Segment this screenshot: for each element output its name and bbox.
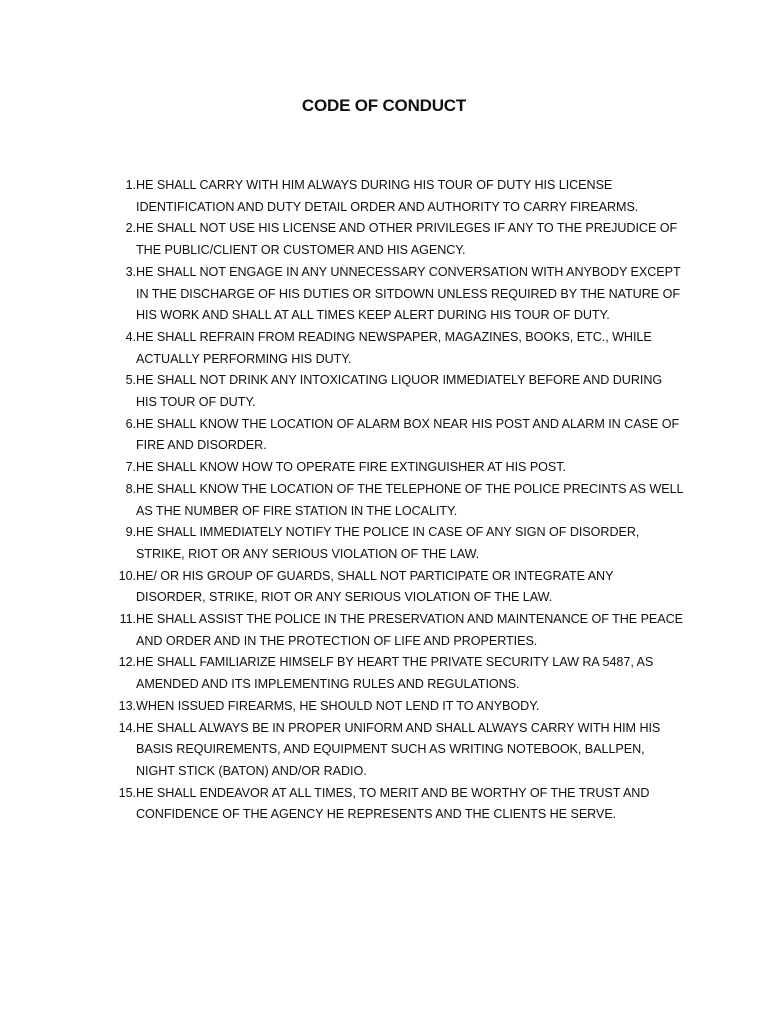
item-number: 14. (118, 720, 136, 735)
list-item (109, 522, 685, 565)
item-text: HE SHALL CARRY WITH HIM ALWAYS DURING HIS TOUR OF DUTY HIS LICENSE IDENTIFICATION AND DUTY DETAIL ORDER AND AUTHORITY TO CARRY FIREARMS. (136, 178, 639, 214)
list-item (109, 262, 685, 327)
list-item (109, 414, 685, 457)
item-number: 4. (125, 329, 136, 344)
item-text: HE SHALL IMMEDIATELY NOTIFY THE POLICE IN CASE OF ANY SIGN OF DISORDER, STRIKE, RIOT OR ANY SERIOUS VIOLATION OF THE LAW. (136, 525, 640, 561)
item-number: 7. (125, 460, 136, 475)
item-number: 3. (125, 264, 136, 279)
item-number: 13. (118, 698, 136, 713)
item-text: HE SHALL NOT ENGAGE IN ANY UNNECESSARY CONVERSATION WITH ANYBODY EXCEPT IN THE DISCHARGE OF HIS DUTIES OR SITDOWN UNLESS REQUIRED BY THE NATURE OF HIS WORK AND SHALL AT ALL TIMES KEEP ALERT DURING HIS TOUR OF DUTY. (136, 264, 681, 323)
list-item (109, 696, 685, 718)
item-number: 9. (125, 525, 136, 540)
item-number: 15. (118, 785, 136, 800)
list-item (109, 370, 685, 413)
item-number: 1. (125, 178, 136, 192)
item-text: HE SHALL ENDEAVOR AT ALL TIMES, TO MERIT AND BE WORTHY OF THE TRUST AND CONFIDENCE OF THE AGENCY HE REPRESENTS AND THE CLIENTS HE SERVE. (136, 785, 650, 822)
list-item (109, 609, 685, 652)
item-text: HE/ OR HIS GROUP OF GUARDS, SHALL NOT PARTICIPATE OR INTEGRATE ANY DISORDER, STRIKE, RIOT OR ANY SERIOUS VIOLATION OF THE LAW. (136, 568, 614, 605)
item-text: HE SHALL NOT DRINK ANY INTOXICATING LIQUOR IMMEDIATELY BEFORE AND DURING HIS TOUR OF DUTY. (136, 373, 663, 410)
item-text: HE SHALL KNOW THE LOCATION OF ALARM BOX NEAR HIS POST AND ALARM IN CASE OF FIRE AND DISORDER. (136, 416, 680, 453)
item-text: HE SHALL KNOW THE LOCATION OF THE TELEPHONE OF THE POLICE PRECINTS AS WELL AS THE NUMBER OF FIRE STATION IN THE LOCALITY. (136, 481, 684, 518)
item-number: 6. (125, 416, 136, 431)
list-item (109, 718, 685, 783)
list-item (109, 218, 685, 261)
document-title: CODE OF CONDUCT (301, 96, 467, 115)
item-text: WHEN ISSUED FIREARMS, HE SHOULD NOT LEND IT TO ANYBODY. (136, 698, 540, 713)
item-number: 10. (118, 568, 136, 583)
list-item (109, 783, 685, 826)
item-text: HE SHALL ALWAYS BE IN PROPER UNIFORM AND SHALL ALWAYS CARRY WITH HIM HIS BASIS REQUIREMENTS, AND EQUIPMENT SUCH AS WRITING NOTEBOOK, BALLPEN, NIGHT STICK (BATON) AND/OR RADIO. (136, 720, 661, 778)
list-item (109, 479, 685, 522)
item-number: 12. (118, 655, 136, 670)
list-item (109, 175, 685, 218)
code-of-conduct-list (109, 175, 685, 826)
item-number: 5. (125, 373, 136, 388)
list-item (109, 457, 685, 479)
list-item (109, 566, 685, 609)
item-number: 2. (125, 221, 136, 236)
list-item (109, 327, 685, 370)
item-number: 8. (125, 481, 136, 496)
item-text: HE SHALL KNOW HOW TO OPERATE FIRE EXTINGUISHER AT HIS POST. (136, 460, 566, 475)
item-text: HE SHALL REFRAIN FROM READING NEWSPAPER, MAGAZINES, BOOKS, ETC., WHILE ACTUALLY PERFORMING HIS DUTY. (136, 329, 652, 366)
item-text: HE SHALL FAMILIARIZE HIMSELF BY HEART THE PRIVATE SECURITY LAW RA 5487, AS AMENDED AND ITS IMPLEMENTING RULES AND REGULATIONS. (136, 655, 654, 692)
item-number: 11. (119, 612, 136, 627)
list-item (109, 652, 685, 695)
item-text: HE SHALL ASSIST THE POLICE IN THE PRESERVATION AND MAINTENANCE OF THE PEACE AND ORDER AND IN THE PROTECTION OF LIFE AND PROPERTIES. (136, 612, 684, 648)
item-text: HE SHALL NOT USE HIS LICENSE AND OTHER PRIVILEGES IF ANY TO THE PREJUDICE OF THE PUBLIC/CLIENT OR CUSTOMER AND HIS AGENCY. (136, 221, 678, 258)
